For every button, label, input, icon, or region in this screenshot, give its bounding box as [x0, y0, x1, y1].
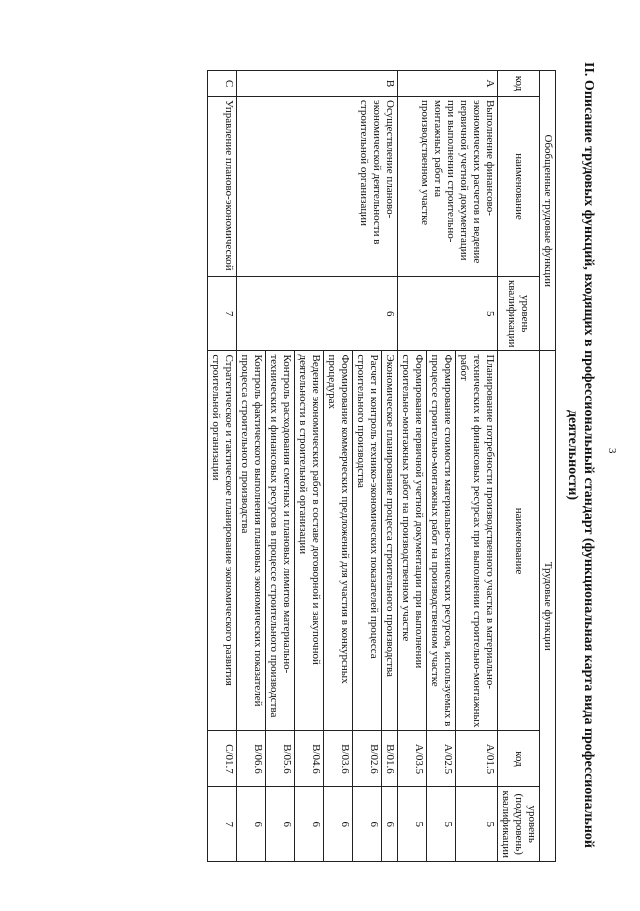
function-code: B/04.6 [295, 731, 324, 787]
table-row [456, 71, 498, 862]
header-sublevel: уровень (подуровень) квалификации [498, 787, 540, 861]
function-code: B/01.6 [382, 731, 398, 787]
header-labor-functions: Трудовые функции [540, 351, 556, 861]
header-row-sub [498, 71, 540, 862]
header-row-top [540, 71, 556, 862]
table-row [382, 71, 398, 862]
function-name: Формирование коммерческих предложений для участия в конкурсных процедурах [324, 351, 353, 731]
function-code: A/03.5 [398, 731, 427, 787]
group-level: 7 [208, 277, 237, 351]
header-function-name: наименование [498, 351, 540, 731]
function-code: A/02.5 [427, 731, 456, 787]
function-name: Ведение экономических работ в составе договорной и закупочной деятельности в строительной организации [295, 351, 324, 731]
group-code: A [398, 71, 498, 97]
header-generalized-functions: Обобщенные трудовые функции [540, 71, 556, 351]
function-code: B/05.6 [266, 731, 295, 787]
function-level: 6 [237, 787, 266, 861]
function-level: 6 [382, 787, 398, 861]
function-name: Контроль расходования сметных и плановых лимитов материально-технических и финансовых ресурсов в процессе строительного производства [266, 351, 295, 731]
function-code: A/01.5 [456, 731, 498, 787]
function-level: 6 [295, 787, 324, 861]
header-name: наименование [498, 97, 540, 277]
function-name: Формирование первичной учетной документации при выполнении строительно-монтажных работ на производственном участке [398, 351, 427, 731]
table-row [208, 71, 237, 862]
function-level: 7 [208, 787, 237, 861]
function-name: Расчет и контроль технико-экономических показателей процесса строительного производства [353, 351, 382, 731]
group-level: 6 [237, 277, 398, 351]
functional-map-table [207, 70, 556, 862]
function-level: 5 [427, 787, 456, 861]
function-level: 6 [324, 787, 353, 861]
function-level: 6 [266, 787, 295, 861]
group-level: 5 [398, 277, 498, 351]
function-level: 5 [398, 787, 427, 861]
function-code: B/06.6 [237, 731, 266, 787]
function-code: C/01.7 [208, 731, 237, 787]
header-level: уровень квалификации [498, 277, 540, 351]
function-name: Экономическое планирование процесса строительного производства [382, 351, 398, 731]
function-level: 5 [456, 787, 498, 861]
function-name: Планирование потребности производственного участка в материально-технических и финансовых ресурсах при выполнении строительно-монтажных работ [456, 351, 498, 731]
function-name: Формирование стоимости материально-технических ресурсов, используемых в процессе строительно-монтажных работ на производственном участке [427, 351, 456, 731]
function-level: 6 [353, 787, 382, 861]
function-name: Стратегическое и тактическое планирование экономического развития строительной организации [208, 351, 237, 731]
header-code: код [498, 71, 540, 97]
page-number: 3 [606, 448, 618, 454]
group-code: C [208, 71, 237, 97]
function-code: B/03.6 [324, 731, 353, 787]
group-name: Выполнение финансово-экономических расчетов и ведение первичной учетной документации при выполнении строительно-монтажных работ на производственном участке [398, 97, 498, 277]
document-title: II. Описание трудовых функций, входящих в профессиональный стандарт (функциональная карта вида профессиональной деятельности) [565, 62, 596, 848]
function-name: Контроль фактического выполнения плановых экономических показателей процесса строительного производства [237, 351, 266, 731]
group-name: Управление планово-экономической [208, 97, 237, 277]
function-code: B/02.6 [353, 731, 382, 787]
group-name: Осуществление планово-экономической деятельности в строительной организации [237, 97, 398, 277]
group-code: B [237, 71, 398, 97]
header-function-code: код [498, 731, 540, 787]
